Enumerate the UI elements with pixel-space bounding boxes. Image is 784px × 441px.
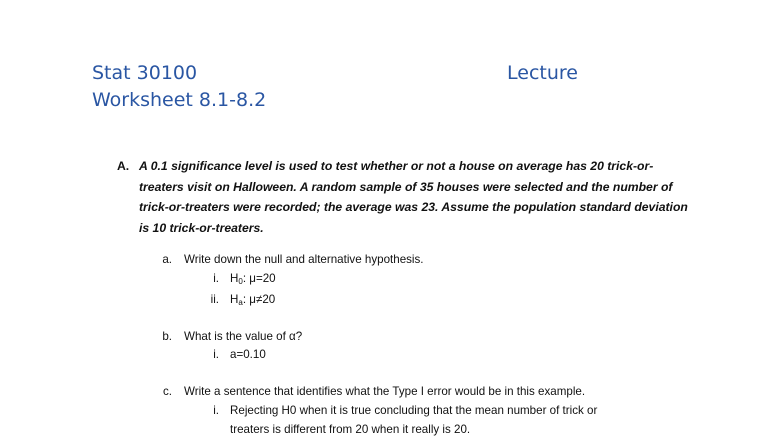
null-hypothesis-value: : μ=20 <box>242 272 276 285</box>
part-a-answer-2-marker: ii. <box>210 293 219 306</box>
part-b-answer-1-marker: i. <box>213 348 219 361</box>
null-hypothesis-subscript: 0 <box>238 277 243 286</box>
part-a-marker: a. <box>162 253 172 266</box>
problem-statement <box>117 156 697 238</box>
alpha-value: a=0.10 <box>230 348 266 361</box>
part-c-marker: c. <box>162 385 172 398</box>
null-hypothesis <box>230 271 276 290</box>
part-a-answer-1-marker: i. <box>213 272 219 285</box>
type-1-error-line-2: treaters is different from 20 when it really is 20. <box>230 423 471 436</box>
part-c-answer-1-marker: i. <box>213 404 219 417</box>
problem-text: A 0.1 significance level is used to test whether or not a house on average has 20 trick-or-treaters visit on Halloween. A random sample of 35 houses were selected and the number of trick-or-treaters were recorded; the average was 23. Assume the population standard deviation is 10 trick-or-treaters. <box>139 159 688 235</box>
part-b-marker: b. <box>162 330 172 343</box>
alternative-hypothesis <box>230 292 275 311</box>
alt-hypothesis-subscript: a <box>238 298 243 307</box>
null-hypothesis-symbol: H <box>230 272 239 285</box>
lecture-label: Lecture <box>507 62 578 84</box>
alt-hypothesis-symbol: H <box>230 293 239 306</box>
part-c-question: Write a sentence that identifies what the Type I error would be in this example. <box>184 385 586 398</box>
course-title: Stat 30100 <box>92 62 198 84</box>
part-b-question: What is the value of α? <box>184 330 303 343</box>
part-a-question: Write down the null and alternative hypothesis. <box>184 253 424 266</box>
type-1-error-line-1: Rejecting H0 when it is true concluding that the mean number of trick or <box>230 404 598 417</box>
alt-hypothesis-value: : μ≠20 <box>242 293 276 306</box>
worksheet-title: Worksheet 8.1-8.2 <box>92 89 267 111</box>
problem-marker: A. <box>117 159 130 173</box>
